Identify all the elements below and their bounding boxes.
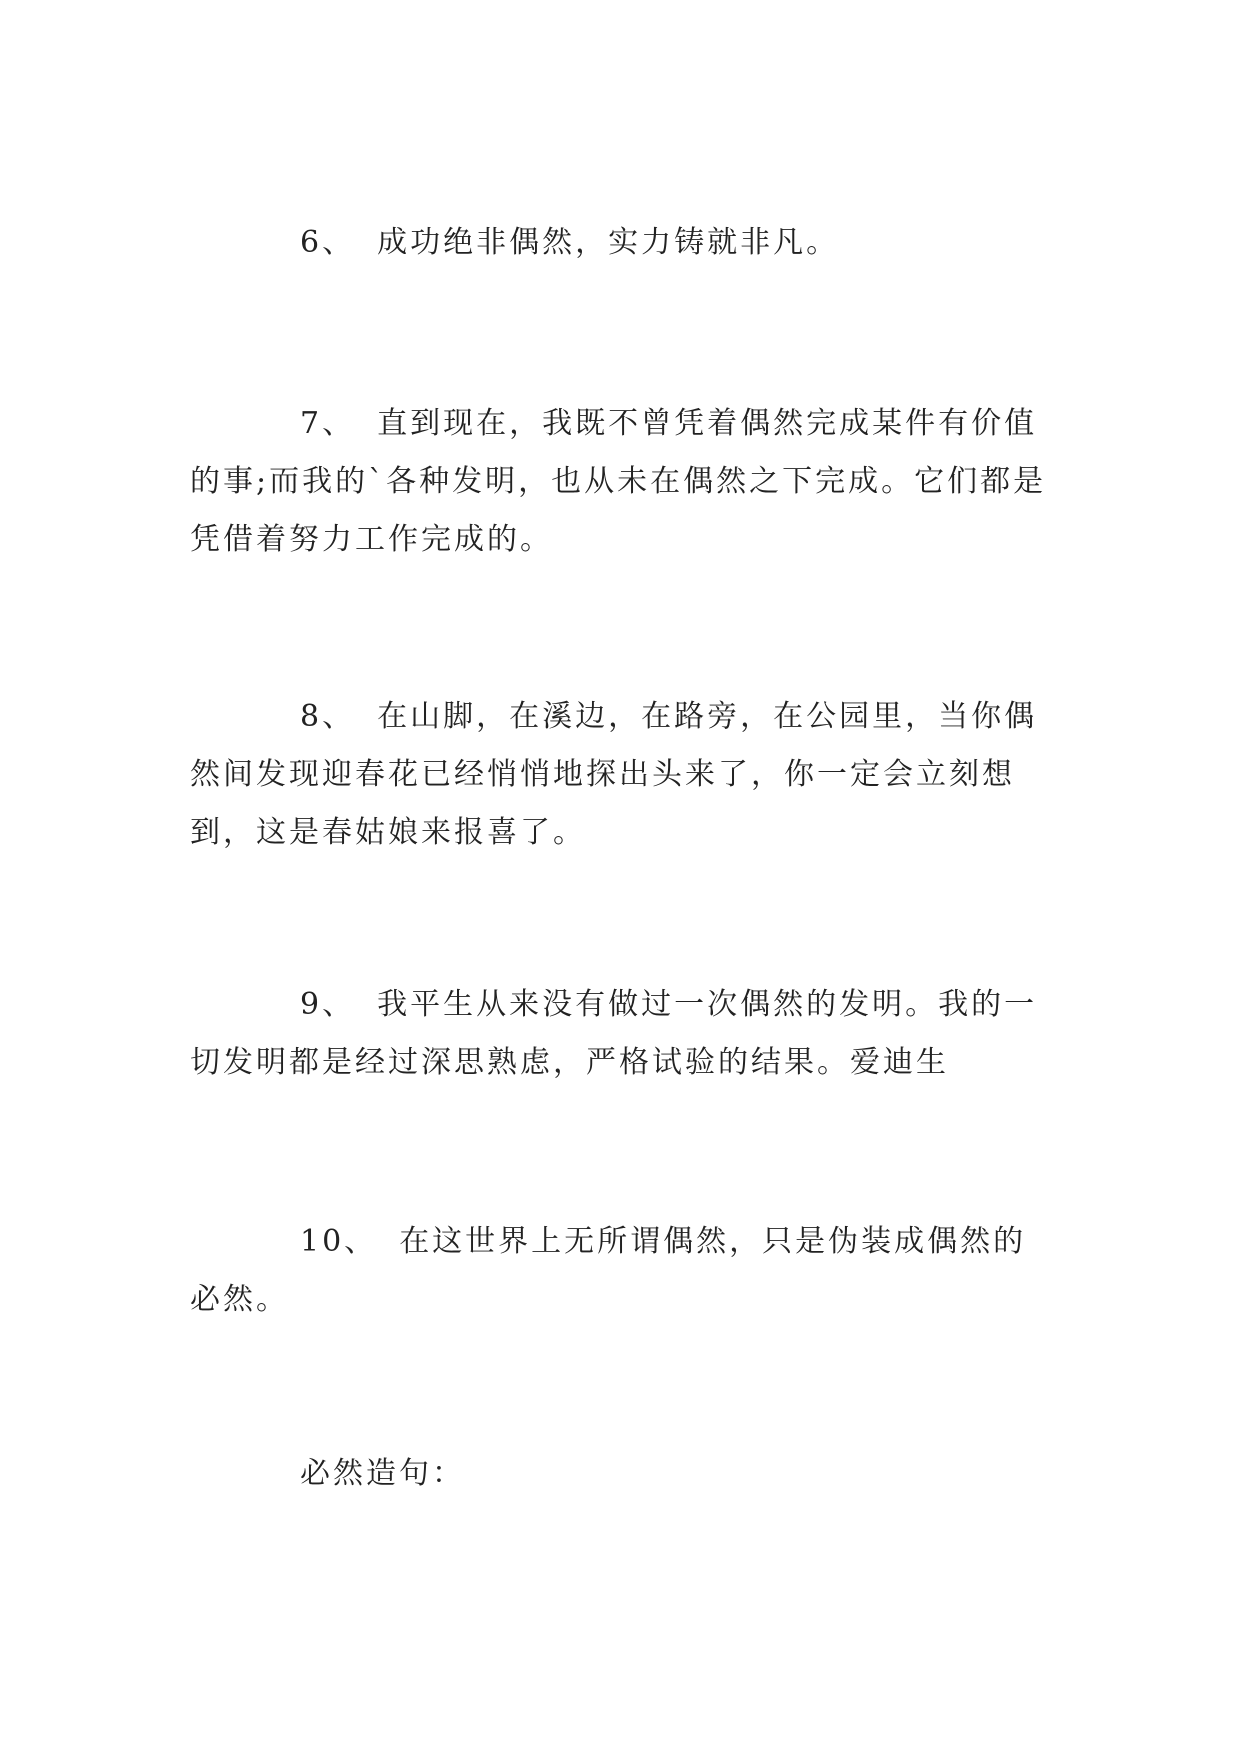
sentence-item-9 (190, 976, 1050, 1092)
sentence-item-8 (190, 688, 1050, 862)
item-text: 在这世界上无所谓偶然，只是伪装成偶然的必然。 (190, 1224, 1027, 1317)
item-number: 8、 (300, 699, 356, 734)
sentence-item-6 (190, 214, 1050, 272)
sentence-item-7 (190, 395, 1050, 569)
item-number: 7、 (300, 406, 356, 441)
item-number: 9、 (300, 987, 356, 1022)
section-heading: 必然造句： (300, 1456, 465, 1491)
item-number: 10、 (300, 1224, 378, 1259)
sentence-item-10 (190, 1213, 1050, 1329)
item-text: 成功绝非偶然，实力铸就非凡。 (377, 225, 840, 260)
item-text: 在山脚，在溪边，在路旁，在公园里，当你偶然间发现迎春花已经悄悄地探出头来了，你一定会立刻想到，这是春姑娘来报喜了。 (190, 699, 1038, 850)
item-text: 直到现在，我既不曾凭着偶然完成某件有价值的事;而我的`各种发明，也从未在偶然之下完成。它们都是凭借着努力工作完成的。 (190, 406, 1047, 557)
item-number: 6、 (300, 225, 356, 260)
item-text: 我平生从来没有做过一次偶然的发明。我的一切发明都是经过深思熟虑，严格试验的结果。爱迪生 (190, 987, 1038, 1080)
